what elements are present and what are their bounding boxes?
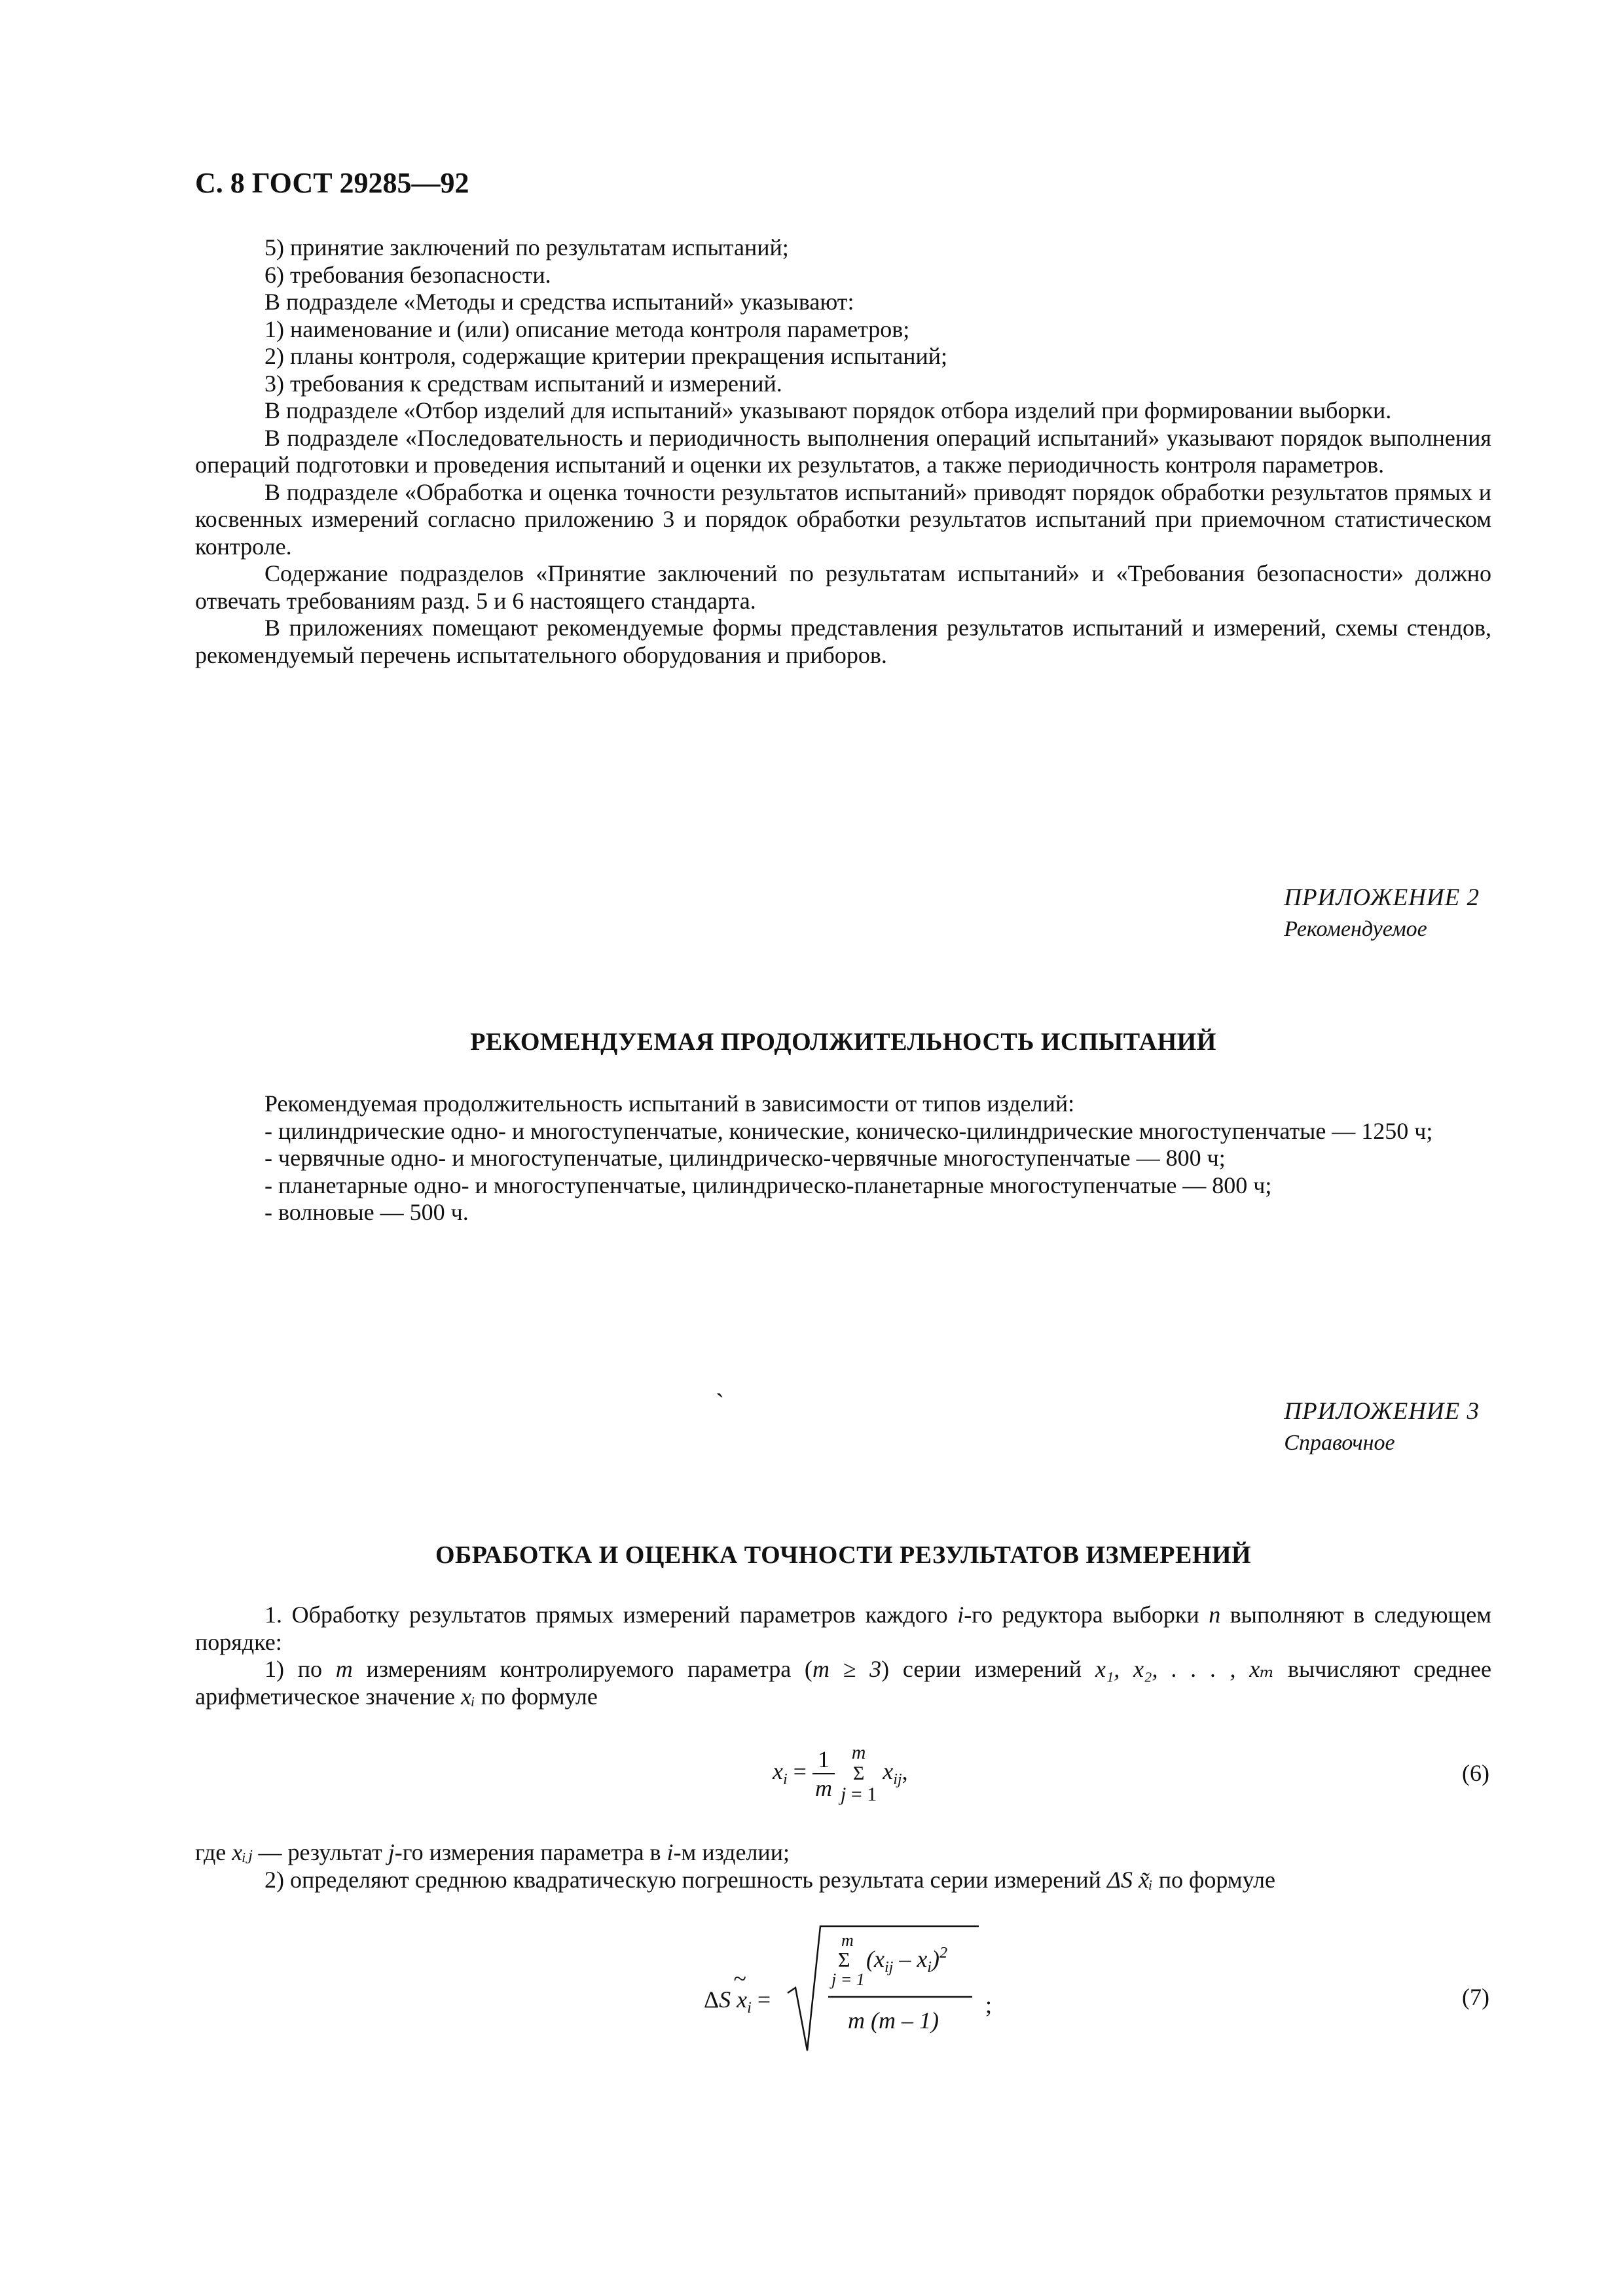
paragraph: 1. Обработку результатов прямых измерений параметров каждого i-го редуктора выборки n выполняют в следующем порядке: xyxy=(195,1602,1492,1655)
svg-text:Σ: Σ xyxy=(838,1948,850,1971)
paragraph: 1) по m измерениям контролируемого параметра (m ≥ 3) серии измерений x₁, x₂, . . . , xₘ вычисляют среднее арифметическое значение xᵢ по формуле xyxy=(195,1656,1491,1710)
paragraph: В подразделе «Последовательность и периодичность выполнения операций испытаний» указывают порядок выполнения операций подготовки и проведения испытаний и оценки их результатов, а также периодичность контроля параметров. xyxy=(195,424,1491,478)
section-1 xyxy=(195,234,1491,669)
paragraph: где xᵢⱼ — результат j-го измерения параметра в i-м изделии; xyxy=(195,1839,790,1865)
paragraph: В подразделе «Обработка и оценка точности результатов испытаний» приводят порядок обработки результатов прямых и косвенных измерений согласно приложению 3 и порядок обработки результатов испытаний при приемочном статистическом контроле. xyxy=(195,478,1491,560)
svg-text:j = 1: j = 1 xyxy=(831,1970,865,1989)
list-item: 5) принятие заключений по результатам испытаний; xyxy=(264,234,789,260)
list-item: - волновые — 500 ч. xyxy=(264,1199,469,1225)
list-item: - червячные одно- и многоступенчатые, цилиндрическо-червячные многоступенчатые — 800 ч; xyxy=(264,1145,1226,1171)
appendix-3-label xyxy=(1284,1396,1480,1459)
formula-7 xyxy=(704,1914,1012,2072)
appendix-number: ПРИЛОЖЕНИЕ 3 xyxy=(1284,1398,1480,1425)
page-header: С. 8 ГОСТ 29285—92 xyxy=(195,167,469,199)
appendix-2-body xyxy=(195,1090,1491,1227)
paragraph: В приложениях помещают рекомендуемые формы представления результатов испытаний и измерений, схемы стендов, рекомендуемый перечень испытательного оборудования и приборов. xyxy=(195,615,1491,668)
paragraph: Содержание подразделов «Принятие заключений по результатам испытаний» и «Требования безопасности» должно отвечать требованиям разд. 5 и 6 настоящего стандарта. xyxy=(195,560,1491,614)
paragraph: Рекомендуемая продолжительность испытаний в зависимости от типов изделий: xyxy=(264,1090,1075,1117)
svg-text:m: m xyxy=(841,1931,854,1950)
list-item: 6) требования безопасности. xyxy=(264,261,551,288)
list-item: 1) наименование и (или) описание метода контроля параметров; xyxy=(264,315,910,342)
paragraph: В подразделе «Методы и средства испытаний» указывают: xyxy=(264,289,854,315)
svg-text:~: ~ xyxy=(733,1965,746,1992)
list-item: - цилиндрические одно- и многоступенчатые, конические, коническо-цилиндрические многоступенчатые — 1250 ч; xyxy=(264,1117,1433,1144)
list-item: - планетарные одно- и многоступенчатые, цилиндрическо-планетарные многоступенчатые — 800 ч; xyxy=(264,1172,1272,1198)
appendix-3-body-2 xyxy=(195,1839,1491,1893)
svg-text:m (m – 1): m (m – 1) xyxy=(848,2007,939,2034)
paragraph: 2) определяют среднюю квадратическую погрешность результата серии измерений ΔS x̃ᵢ по формуле xyxy=(264,1866,1275,1893)
svg-text:ΔS xi =: ΔS $x_i$ = xyxy=(704,1986,771,2017)
list-item: 2) планы контроля, содержащие критерии прекращения испытаний; xyxy=(264,343,947,369)
appendix-status: Рекомендуемое xyxy=(1284,917,1427,941)
appendix-2-label xyxy=(1284,882,1480,945)
svg-text:;: ; xyxy=(985,1992,993,2018)
equation-number: (7) xyxy=(1462,1984,1489,2010)
formula-6: $x_i$ = $\frac{1}{m}$ m Σ j = 1 $x_{ij}$, xyxy=(773,1742,908,1805)
appendix-status: Справочное xyxy=(1284,1431,1395,1455)
list-item: 3) требования к средствам испытаний и измерений. xyxy=(264,370,782,397)
appendix-2-title: РЕКОМЕНДУЕМАЯ ПРОДОЛЖИТЕЛЬНОСТЬ ИСПЫТАНИЙ xyxy=(470,1028,1216,1056)
appendix-3-body xyxy=(195,1602,1491,1710)
paragraph: В подразделе «Отбор изделий для испытаний» указывают порядок отбора изделий при формировании выборки. xyxy=(264,397,1392,423)
appendix-3-title: ОБРАБОТКА И ОЦЕНКА ТОЧНОСТИ РЕЗУЛЬТАТОВ ИЗМЕРЕНИЙ xyxy=(435,1541,1252,1569)
svg-text:(xij – xi)2: $(x_{ij} - x_i)^2$ xyxy=(866,1945,947,1976)
appendix-number: ПРИЛОЖЕНИЕ 2 xyxy=(1284,884,1480,911)
equation-number: (6) xyxy=(1462,1760,1489,1786)
stray-mark: ` xyxy=(716,1388,725,1418)
